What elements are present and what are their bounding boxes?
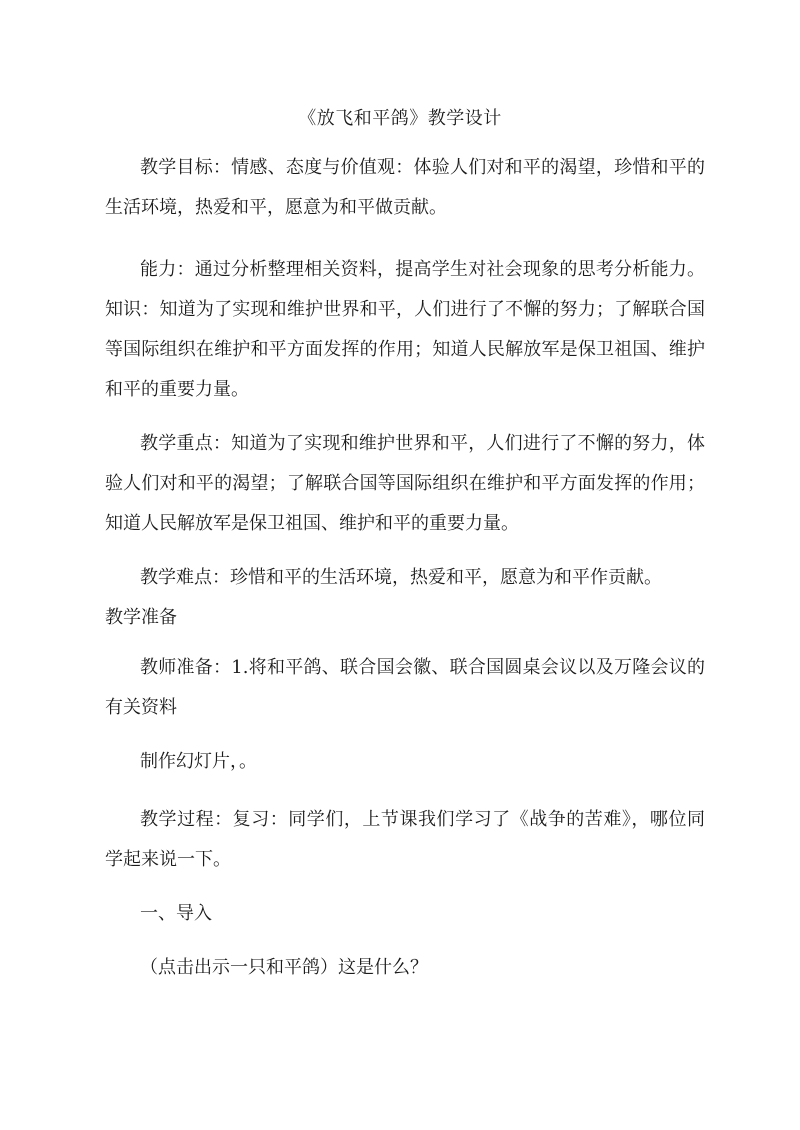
paragraph-make-slides: 制作幻灯片，。 xyxy=(140,751,257,772)
paragraph-show-dove: （点击出示一只和平鸽）这是什么？ xyxy=(140,957,428,978)
paragraph-teacher-preparation: 教师准备：1.将和平鸽、联合国会徽、联合国圆桌会议以及万隆会议的有关资料 xyxy=(105,657,705,718)
paragraph-ability-knowledge: 能力：通过分析整理相关资料，提高学生对社会现象的思考分析能力。 知识：知道为了实现和维护世界和平，人们进行了不懈的努力；了解联合国等国际组织在维护和平方面发挥的作用；知道人民解放军是保卫祖国、维护和平的重要力量。 xyxy=(105,259,705,400)
paragraph-teaching-process: 教学过程：复习：同学们，上节课我们学习了《战争的苦难》，哪位同学起来说一下。 xyxy=(105,809,705,870)
paragraph-key-points: 教学重点：知道为了实现和维护世界和平，人们进行了不懈的努力，体验人们对和平的渴望；了解联合国等国际组织在维护和平方面发挥的作用；知道人民解放军是保卫祖国、维护和平的重要力量。 xyxy=(105,433,705,534)
section-heading-preparation: 教学准备 xyxy=(105,607,177,628)
paragraph-objectives: 教学目标：情感、态度与价值观：体验人们对和平的渴望，珍惜和平的生活环境，热爱和平，愿意为和平做贡献。 xyxy=(105,157,705,218)
paragraph-difficulties: 教学难点：珍惜和平的生活环境，热爱和平，愿意为和平作贡献。 xyxy=(140,567,662,588)
document-title: 《放飞和平鸽》教学设计 xyxy=(298,108,502,129)
section-heading-introduction: 一、导入 xyxy=(140,903,212,924)
